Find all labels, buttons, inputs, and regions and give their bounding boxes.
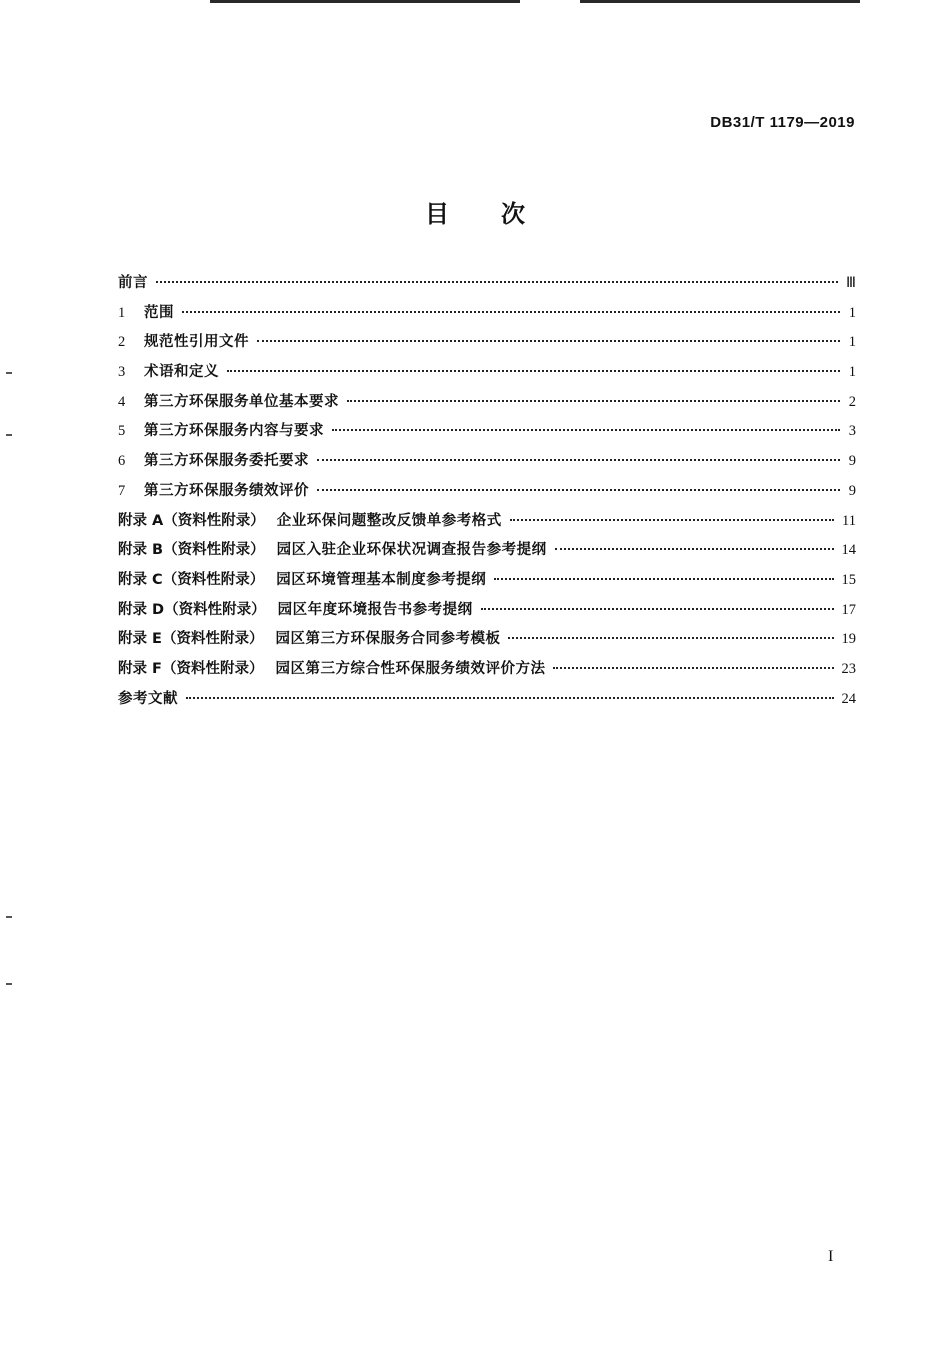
toc-entry-page: 9 xyxy=(848,482,856,499)
toc-dot-leader xyxy=(186,696,834,699)
toc-entry[interactable] xyxy=(118,657,856,687)
toc-entry-number: 7 xyxy=(118,482,126,499)
toc-entry[interactable] xyxy=(118,419,856,449)
toc-dot-leader xyxy=(510,518,834,521)
toc-entry[interactable] xyxy=(118,449,856,479)
toc-entry-label: 园区入驻企业环保状况调查报告参考提纲 xyxy=(276,542,547,559)
toc-dot-leader xyxy=(182,310,840,313)
toc-entry-label: 范围 xyxy=(144,304,174,321)
toc-entry[interactable] xyxy=(118,271,856,301)
margin-mark xyxy=(6,372,12,374)
toc-entry-page: 24 xyxy=(841,690,856,707)
margin-mark xyxy=(6,434,12,436)
toc-entry-label: 园区第三方综合性环保服务绩效评价方法 xyxy=(275,660,546,677)
toc-dot-leader xyxy=(317,458,840,461)
toc-entry[interactable] xyxy=(118,330,856,360)
toc-dot-leader xyxy=(347,399,840,402)
toc-entry-label: 园区第三方环保服务合同参考模板 xyxy=(275,631,501,648)
toc-entry-label: 术语和定义 xyxy=(144,364,219,381)
toc-dot-leader xyxy=(481,607,834,610)
toc-entry-label: 第三方环保服务单位基本要求 xyxy=(144,393,339,410)
toc-entry-label: 企业环保问题整改反馈单参考格式 xyxy=(276,512,502,529)
toc-dot-leader xyxy=(555,547,834,550)
toc-dot-leader xyxy=(227,369,840,372)
margin-mark xyxy=(6,916,12,918)
margin-mark xyxy=(6,983,12,985)
toc-entry-number: 6 xyxy=(118,453,126,470)
toc-dot-leader xyxy=(317,488,840,491)
toc-dot-leader xyxy=(508,636,833,639)
toc-entry-page: Ⅲ xyxy=(846,275,856,291)
toc-title: 目次 xyxy=(425,200,577,228)
toc-dot-leader xyxy=(553,666,833,669)
toc-entry[interactable] xyxy=(118,568,856,598)
toc-entry-page: 15 xyxy=(841,571,856,588)
toc-entry-page: 17 xyxy=(841,601,856,618)
table-of-contents xyxy=(118,271,856,716)
toc-entry-page: 11 xyxy=(842,512,856,529)
toc-entry-appendix-prefix: 附录 F（资料性附录） xyxy=(118,660,264,677)
top-rule-gap xyxy=(520,0,580,3)
toc-entry-page: 2 xyxy=(848,393,856,410)
toc-entry[interactable] xyxy=(118,509,856,539)
toc-entry[interactable] xyxy=(118,538,856,568)
toc-entry-appendix-prefix: 附录 D（资料性附录） xyxy=(118,601,266,618)
toc-entry-page: 9 xyxy=(848,453,856,470)
toc-dot-leader xyxy=(332,428,840,431)
toc-entry-label: 前言 xyxy=(118,275,148,291)
toc-entry-appendix-prefix: 附录 B（资料性附录） xyxy=(118,542,265,559)
page-number: I xyxy=(828,1248,834,1265)
toc-entry[interactable] xyxy=(118,479,856,509)
toc-entry-appendix-prefix: 附录 C（资料性附录） xyxy=(118,571,265,588)
toc-dot-leader xyxy=(257,339,840,342)
toc-entry-label: 第三方环保服务委托要求 xyxy=(144,453,309,470)
toc-entry-page: 23 xyxy=(841,660,856,677)
toc-entry[interactable] xyxy=(118,301,856,331)
toc-entry-page: 14 xyxy=(841,542,856,559)
toc-entry-number: 4 xyxy=(118,393,126,410)
toc-entry-page: 1 xyxy=(848,334,856,351)
toc-entry-label: 第三方环保服务内容与要求 xyxy=(144,423,324,440)
toc-dot-leader xyxy=(156,280,838,283)
toc-entry-appendix-prefix: 附录 E（资料性附录） xyxy=(118,631,264,648)
toc-entry-page: 1 xyxy=(848,364,856,381)
toc-entry[interactable] xyxy=(118,687,856,717)
toc-entry-page: 1 xyxy=(848,304,856,321)
toc-entry-label: 规范性引用文件 xyxy=(144,334,249,351)
toc-entry-label: 参考文献 xyxy=(118,690,178,707)
document-code: DB31/T 1179—2019 xyxy=(710,114,855,131)
toc-entry[interactable] xyxy=(118,390,856,420)
toc-entry-number: 2 xyxy=(118,334,126,351)
toc-entry[interactable] xyxy=(118,627,856,657)
toc-entry-number: 5 xyxy=(118,423,126,440)
toc-entry[interactable] xyxy=(118,360,856,390)
toc-entry-page: 19 xyxy=(841,631,856,648)
toc-entry-page: 3 xyxy=(848,423,856,440)
toc-entry-label: 园区年度环境报告书参考提纲 xyxy=(277,601,473,618)
toc-entry-label: 园区环境管理基本制度参考提纲 xyxy=(276,571,487,588)
toc-entry[interactable] xyxy=(118,598,856,628)
toc-entry-appendix-prefix: 附录 A（资料性附录） xyxy=(118,512,265,529)
toc-dot-leader xyxy=(494,577,833,580)
toc-entry-number: 3 xyxy=(118,364,126,381)
toc-entry-label: 第三方环保服务绩效评价 xyxy=(144,482,309,499)
toc-entry-number: 1 xyxy=(118,304,126,321)
